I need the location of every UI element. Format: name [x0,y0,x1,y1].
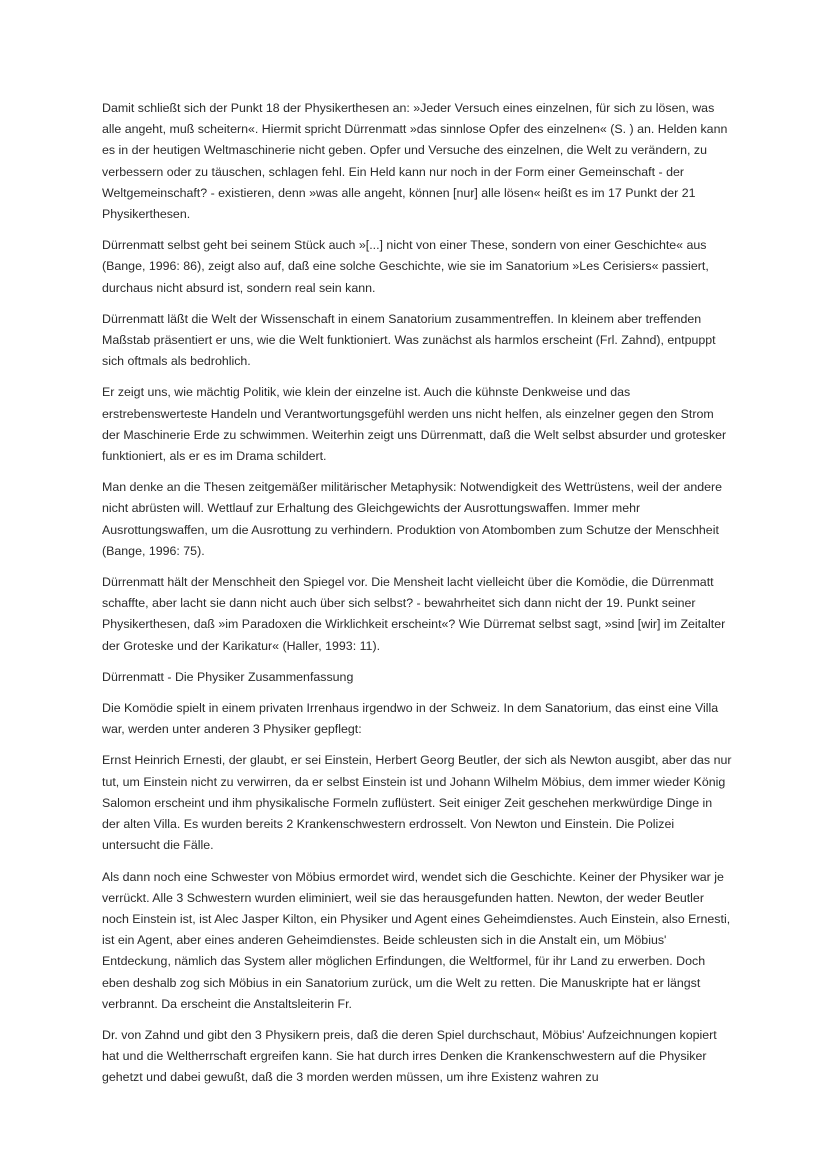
paragraph-summary-zahnd: Dr. von Zahnd und gibt den 3 Physikern preis, daß die deren Spiel durchschaut, Möbius' Aufzeichnungen kopiert hat und die Weltherrschaft ergreifen kann. Sie hat durch irres Denken die Krankenschwestern auf die Physiker gehetzt und dabei gewußt, daß die 3 morden werden müssen, um ihre Existenz wahren zu [102,1027,717,1085]
paragraph-mirror: Dürrenmatt hält der Menschheit den Spiegel vor. Die Mensheit lacht vielleicht über die Komödie, die Dürrenmatt schaffte, aber lacht sie dann nicht auch über sich selbst? - bewahrheitet sich dann nicht der 19. Punkt seiner Physikerthesen, daß »im Paradoxen die Wirklichkeit erscheint«? Wie Dürremat selbst sagt, »sind [wir] im Zeitalter der Groteske und der Karikatur« (Haller, 1993: 11). [102,575,726,653]
paragraph-politics: Er zeigt uns, wie mächtig Politik, wie klein der einzelne ist. Auch die kühnste Denkweise und das erstrebenswerteste Handeln und Verantwortungsgefühl werden uns nicht helfen, als einzelner gegen den Strom der Maschinerie Erde zu schwimmen. Weiterhin zeigt uns Dürrenmatt, daß die Welt selbst absurder und grotesker funktioniert, als er es im Drama schildert. [102,385,727,464]
paragraph-thesis-18: Damit schließt sich der Punkt 18 der Physikerthesen an: »Jeder Versuch eines einzelnen, für sich zu lösen, was alle angeht, muß scheitern«. Hiermit spricht Dürrenmatt »das sinnlose Opfer des einzelnen« (S. ) an. Helden kann es in der heutigen Weltmaschinerie nicht geben. Opfer und Versuche des einzelnen, die Welt zu verändern, zu verbessern oder zu täuschen, schlagen fehl. Ein Held kann nur noch in der Form einer Gemeinschaft - der Weltgemeinschaft? - existieren, denn »was alle angeht, können [nur] alle lösen« heißt es im 17 Punkt der 21 Physikerthesen. [102,101,728,222]
paragraph-military-metaphysics: Man denke an die Thesen zeitgemäßer militärischer Metaphysik: Notwendigkeit des Wettrüstens, weil der andere nicht abrüsten will. Wettlauf zur Erhaltung des Gleichgewichts der Ausrottungswaffen. Immer mehr Ausrottungswaffen, um die Ausrottung zu verhindern. Produktion von Atombomben zum Schutze der Menschheit (Bange, 1996: 75). [102,480,723,558]
document-page [102,98,732,1099]
paragraph-summary-twist: Als dann noch eine Schwester von Möbius ermordet wird, wendet sich die Geschichte. Keiner der Physiker war je verrückt. Alle 3 Schwestern wurden eliminiert, weil sie das herausgefunden hatten. Newton, der weder Beutler noch Einstein ist, ist Alec Jasper Kilton, ein Physiker und Agent eines Geheimdienstes. Auch Einstein, also Ernesti, ist ein Agent, aber eines anderen Geheimdienstes. Beide schleusten sich in die Anstalt ein, um Möbius' Entdeckung, nämlich das System aller möglichen Erfindungen, die Weltformel, für ihr Land zu erwerben. Doch eben deshalb zog sich Möbius in ein Sanatorium zurück, um die Welt zu retten. Die Manuskripte hat er längst verbrannt. Da erscheint die Anstaltsleiterin Fr. [102,869,731,1011]
section-heading: Dürrenmatt - Die Physiker Zusammenfassung [102,669,354,684]
paragraph-world-of-science: Dürrenmatt läßt die Welt der Wissenschaft in einem Sanatorium zusammentreffen. In kleinem aber treffenden Maßstab präsentiert er uns, wie die Welt funktioniert. Was zunächst als harmlos erscheint (Frl. Zahnd), entpuppt sich oftmals als bedrohlich. [102,311,716,369]
paragraph-story-not-thesis: Dürrenmatt selbst geht bei seinem Stück auch »[...] nicht von einer These, sondern von einer Geschichte« aus (Bange, 1996: 86), zeigt also auf, daß eine solche Geschichte, wie sie im Sanatorium »Les Cerisiers« passiert, durchaus nicht absurd ist, sondern real sein kann. [102,238,709,295]
paragraph-summary-setting: Die Komödie spielt in einem privaten Irrenhaus irgendwo in der Schweiz. In dem Sanatorium, das einst eine Villa war, werden unter anderen 3 Physiker gepflegt: [102,701,719,737]
paragraph-summary-physicists: Ernst Heinrich Ernesti, der glaubt, er sei Einstein, Herbert Georg Beutler, der sich als Newton ausgibt, aber das nur tut, um Einstein nicht zu verwirren, da er selbst Einstein ist und Johann Wilhelm Möbius, dem immer wieder König Salomon erscheint und ihm physikalische Formeln zuflüstert. Seit einiger Zeit geschehen merkwürdige Dinge in der alten Villa. Es wurden bereits 2 Krankenschwestern erdrosselt. Von Newton und Einstein. Die Polizei untersucht die Fälle. [102,753,732,853]
